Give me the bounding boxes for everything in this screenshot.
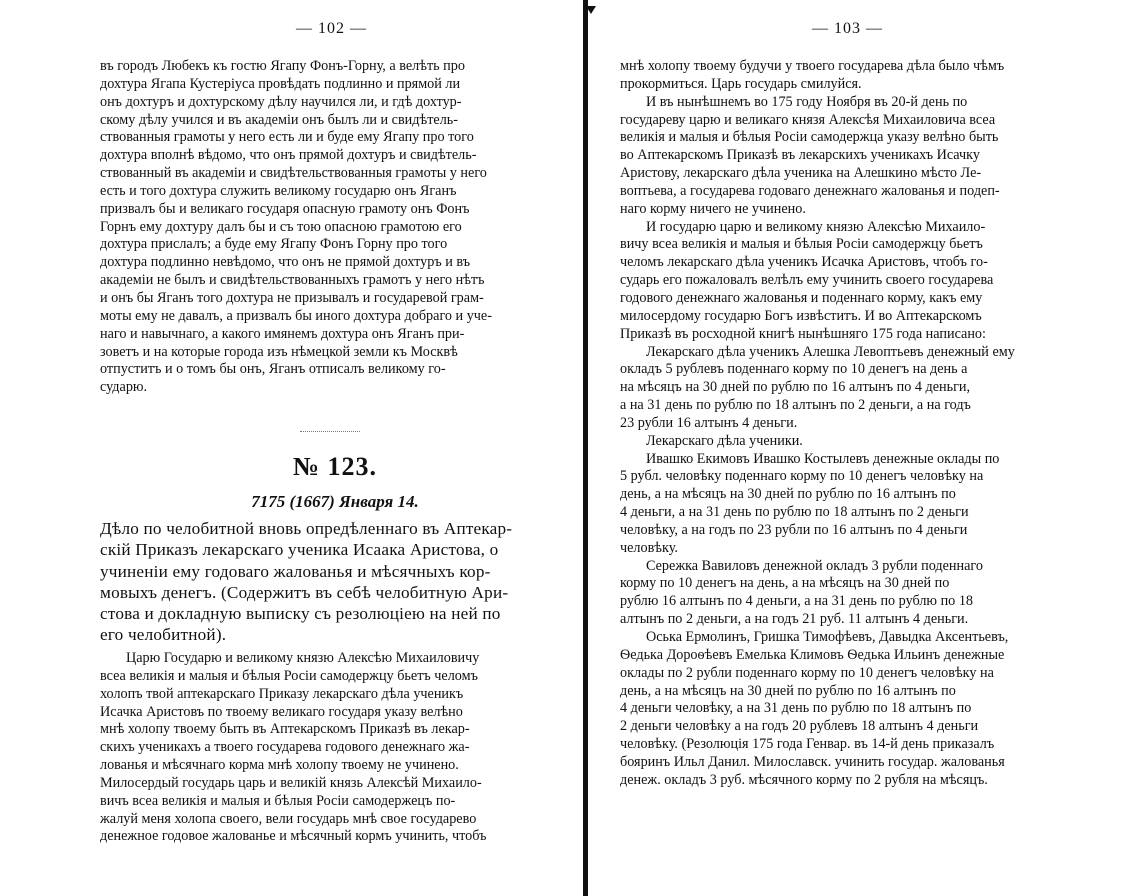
document-date: 7175 (1667) Января 14. <box>251 492 419 511</box>
document-title: Дѣло по челобитной вновь опредѣленнаго въ Аптекар- скій Приказъ лекарскаго ученика Исаака Аристова, о учиненіи ему годоваго жалованья и мѣсячныхъ кор- мовыхъ денегъ. (Содержитъ въ себѣ челобитную Ари- стова и докладную выписку съ резолюціею на ней по его челобитной). <box>100 519 513 645</box>
right-paragraph-8: Оська Ермолинъ, Гришка Тимофѣевъ, Давыдка Аксентьевъ, Ѳедька Дороѳѣевъ Емелька Климовъ Ѳедька Ильинъ денежные оклады по 2 рубли поденнаго корму по 10 денегъ человѣку на день, а на мѣсяцъ на 30 дней по рублю по 16 алтынъ по 4 деньги человѣку, а на 31 день по рублю по 18 алтынъ по 2 деньги человѣку а на годъ 20 рублевъ 18 алтынъ 4 деньги человѣку. (Резолюція 175 года Генвар. въ 14-й день приказалъ бояринъ Ильл Данил. Милославск. учинить государ. жалованья денеж. окладъ 3 руб. мѣсячного корму по 2 рубля на мѣсяцъ. <box>620 629 1009 788</box>
right-paragraph-4: Лекарскаго дѣла ученикъ Алешка Левоптьевъ денежный ему окладъ 5 рублевъ поденнаго корму по 10 денегъ на день а на мѣсяцъ на 30 дней по рублю по 16 алтынъ по 4 деньги, а на 31 день по рублю по 18 алтынъ по 2 деньги, а на годъ 23 рубли 16 алтынъ 4 деньги. <box>620 343 1015 431</box>
right-paragraph-2: И въ нынѣшнемъ во 175 году Ноября въ 20-й день по государеву царю и великаго князя Алексѣя Михаиловича всеа великія и малыя и бѣлыя Росіи самодержца указу велѣно быть во Аптекарскомъ Приказѣ въ лекарскихъ ученикахъ Исачку Аристову, лекарскаго дѣла ученика на Алешкино мѣсто Ле- воптьева, а государева годоваго денежнаго жалованья и подеп- наго корму ничего не учинено. <box>620 93 1000 217</box>
left-top-paragraph: въ городъ Любекъ къ гостю Ягапу Фонъ-Горну, а велѣть про дохтура Ягапа Кустеріуса провѣдать подлинно и прямой ли онъ дохтуръ и дохтурскому дѣлу научился ли, и гдѣ дохтур- скому дѣлу учился и въ академіи онъ былъ ли и свидѣтель- ствованныя грамоты у него есть ли и буде ему Ягапу про того дохтура вполнѣ вѣдомо, что онъ прямой дохтуръ и свидѣтель- ствованный въ академіи и свидѣтельствованныя грамоты у него есть и того дохтура служить великому государю онъ Яганъ призвалъ бы и великаго государя опасную грамоту онъ Фонъ Горнъ ему дохтуру далъ бы и съ тою опасною грамотою его дохтура прислалъ; а буде ему Ягапу Фонъ Горну про того дохтура подлинно невѣдомо, что онъ не прямой дохтуръ и въ академіи не былъ и свидѣтельствованныхъ грамотъ у него нѣтъ и онъ бы Яганъ того дохтура не призывалъ и государевой грам- моты ему не давалъ, а призвалъ бы иного дохтура добраго и уче- наго и навычнаго, а какого имянемъ дохтура онъ Яганъ при- зоветъ и на которые города изъ нѣмецкой земли къ Москвѣ отпуститъ и о томъ бы онъ, Яганъ отписалъ великому го- сударю. <box>100 58 492 396</box>
page-number-left: — 102 — <box>296 20 367 37</box>
right-paragraph-5: Лекарскаго дѣла ученики. <box>646 432 803 449</box>
book-spine <box>583 0 588 896</box>
petition-paragraph: Царю Государю и великому князю Алексѣю Михаиловичу всеа великія и малыя и бѣлыя Росіи самодержцу бьетъ челомъ холопъ твой аптекарскаго Приказу лекарскаго дѣла ученикъ Исачка Аристовъ по твоему великаго государя указу велѣно мнѣ холопу твоему быть въ Аптекарскомъ Приказѣ въ лекар- скихъ ученикахъ а твоего государева годового денежнаго жа- лованья и мѣсячнаго корма мнѣ холопу твоему не учинено. Милосердый государь царь и великій князь Алексѣй Михаило- вичъ всеа великія и малыя и бѣлыя Росіи самодержецъ по- жалуй меня холопа своего, вели государь мнѣ свое государево денежное годовое жалованье и мѣсячный кормъ учинить, чтобъ <box>100 650 487 845</box>
left-top-text-block <box>100 58 570 397</box>
petition-text-block <box>100 650 570 846</box>
right-page <box>592 0 1140 896</box>
page-number-right: — 103 — <box>812 20 883 37</box>
right-text-block <box>620 58 1108 790</box>
right-paragraph-7: Сережка Вавиловъ денежной окладъ 3 рубли поденнаго корму по 10 денегъ на день, а на мѣсяцъ на 30 дней по рублю 16 алтынъ по 4 деньги, а на 31 день по рублю по 18 алтынъ по 2 деньги, а на годъ 21 руб. 11 алтынъ 4 деньги. <box>620 557 983 628</box>
right-paragraph-3: И государю царю и великому князю Алексѣю Михаило- вичу всеа великія и малыя и бѣлыя Росіи самодержцу бьетъ челомъ лекарскаго дѣла ученикъ Исачка Аристовъ, чтобъ го- сударь его пожаловалъ велѣлъ ему учинить своего государева годового денежнаго жалованья и поденнаго корму, какъ ему милосердому государю Богъ извѣститъ. И во Аптекарскомъ Приказѣ въ росходной книгѣ нынѣшняго 175 года написано: <box>620 218 994 342</box>
section-separator <box>300 431 360 432</box>
right-paragraph-6: Ивашко Екимовъ Ивашко Костылевъ денежные оклады по 5 рубл. человѣку поденнаго корму по 10 денегъ человѣку на день, а на мѣсяцъ на 30 дней по рублю по 16 алтынъ по 4 деньги, а на 31 день по рублю по 18 алтынъ по 2 деньги человѣку, а на годъ по 23 рубли по 16 алтынъ по 4 деньги человѣку. <box>620 450 1000 556</box>
document-number: № 123. <box>292 452 378 481</box>
right-paragraph-1: мнѣ холопу твоему будучи у твоего государева дѣла было чѣмъ прокормиться. Царь государь смилуйся. <box>620 58 1005 92</box>
